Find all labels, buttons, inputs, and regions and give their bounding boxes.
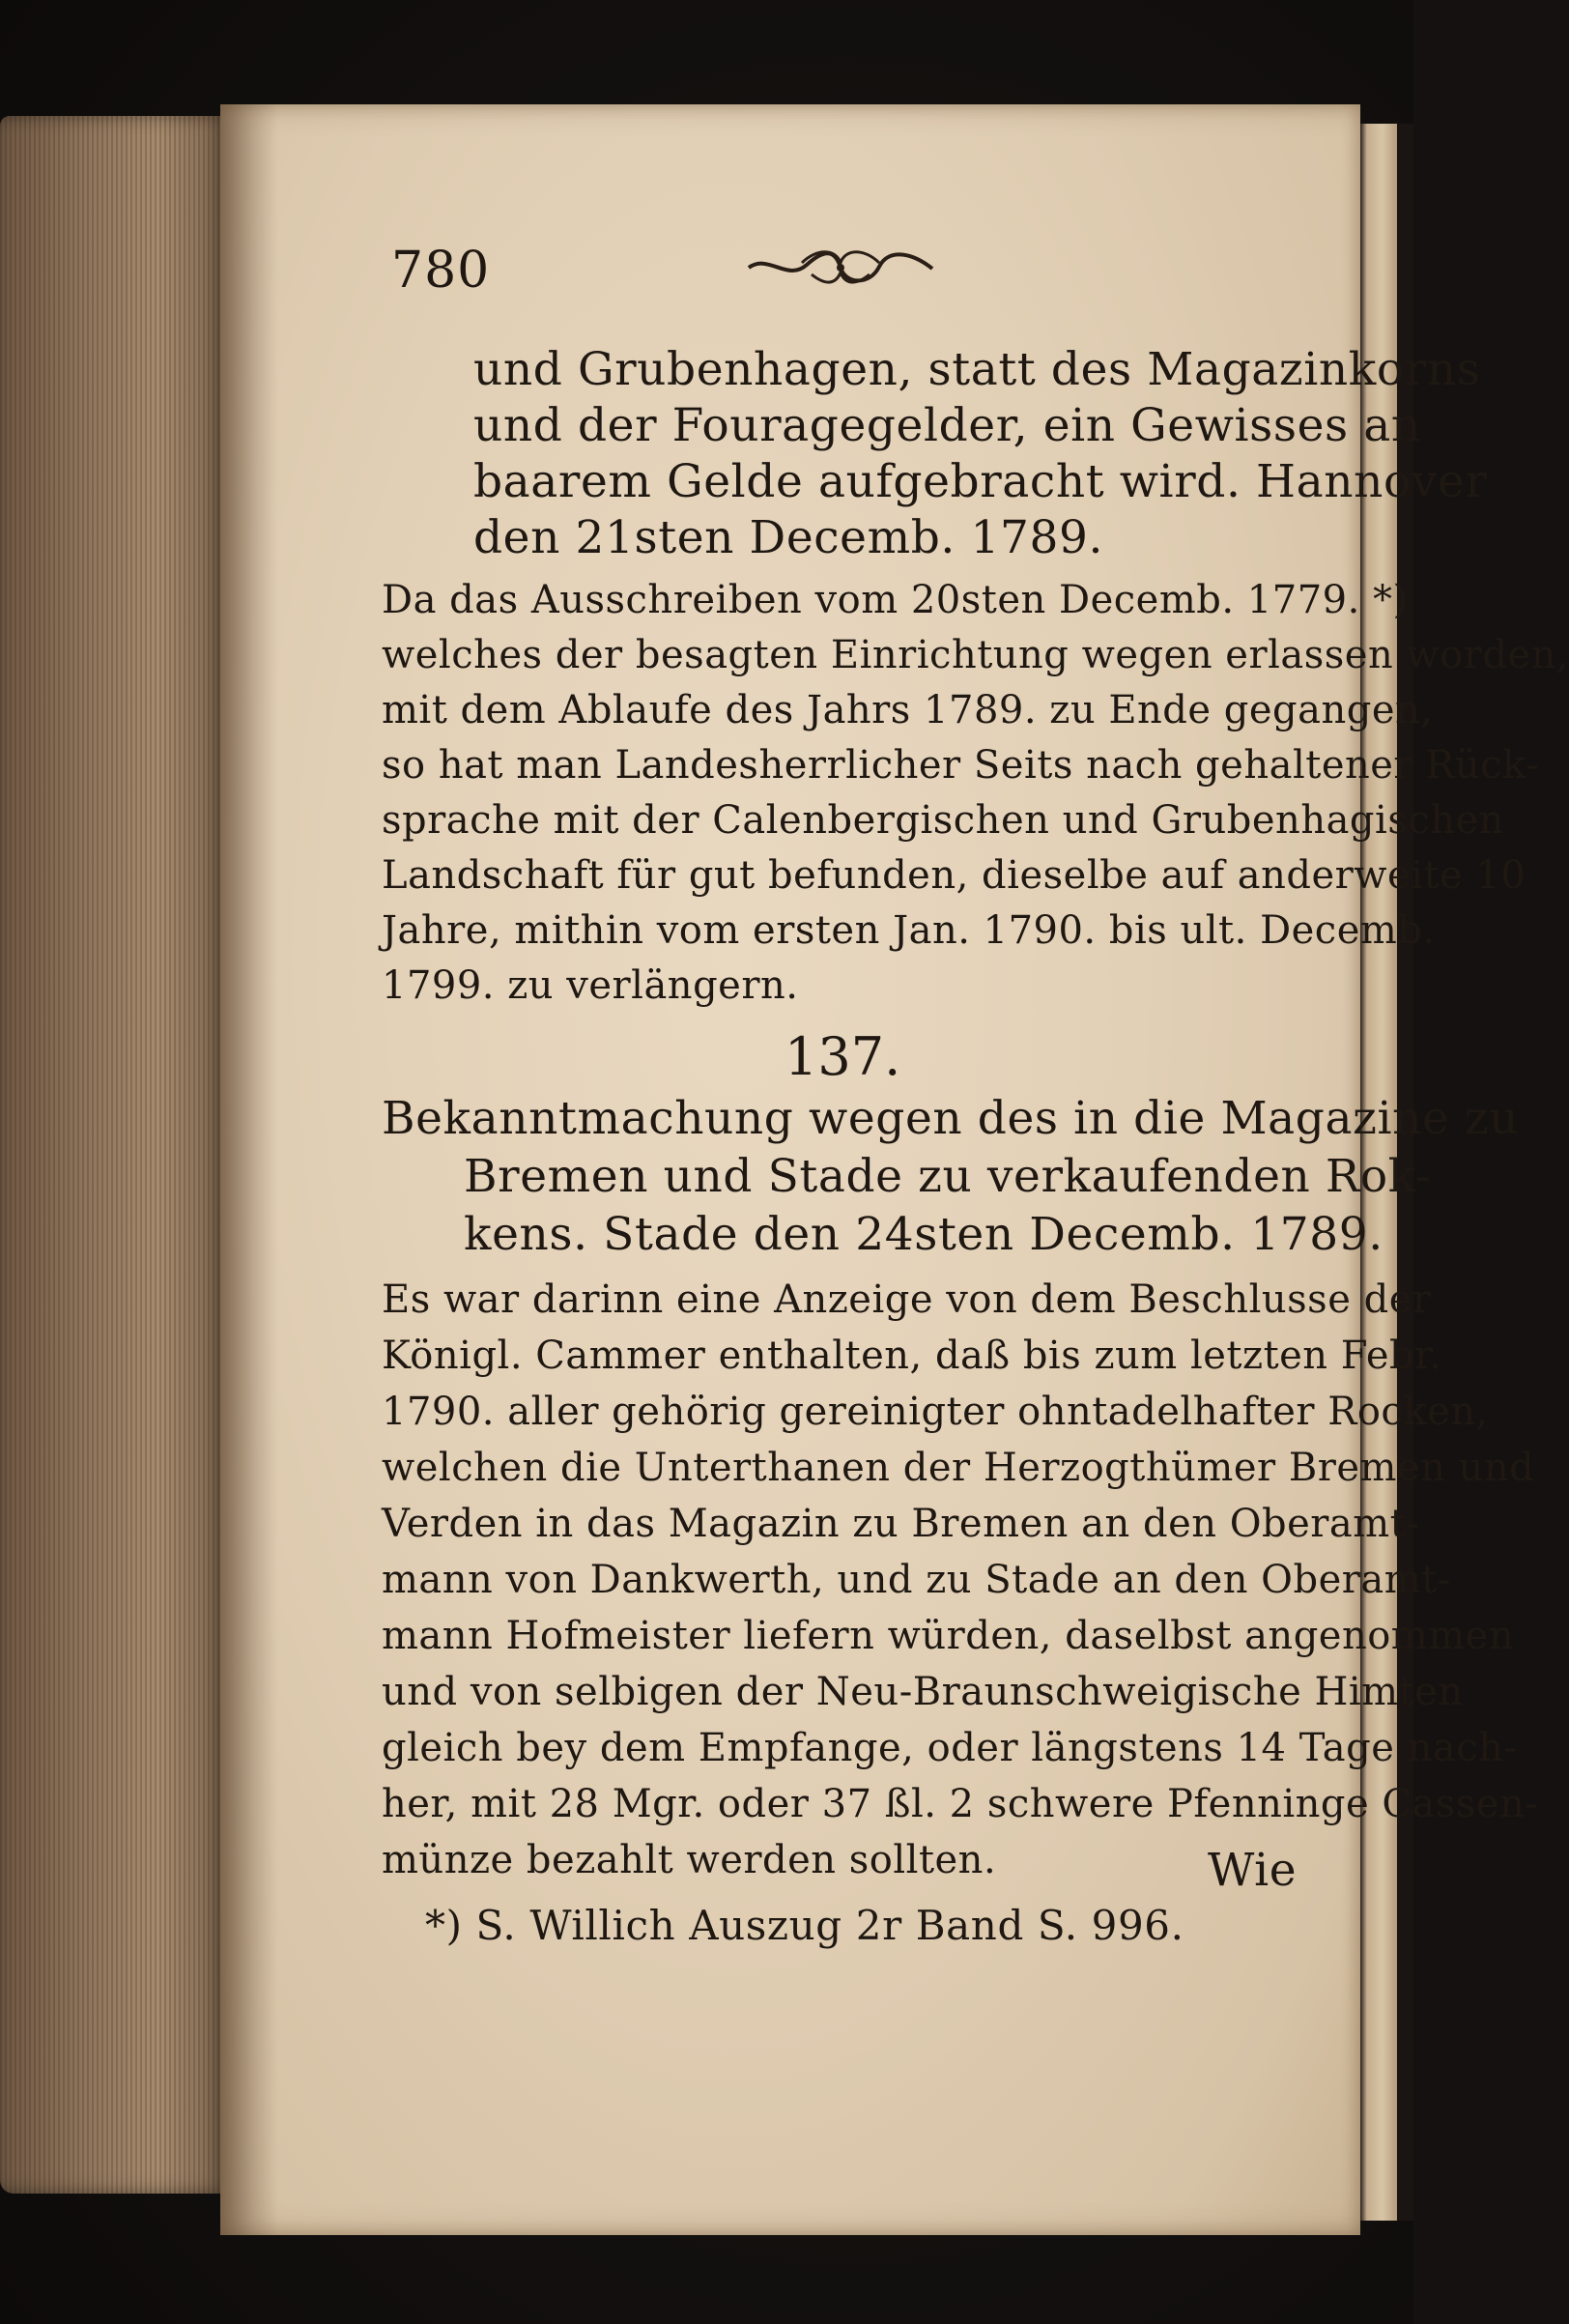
text-line: Es war darinn eine Anzeige von dem Beschlusse der [382, 1277, 1432, 1322]
text-line: Landschaft für gut befunden, dieselbe auf anderweite 10 [382, 853, 1526, 898]
text-line: Jahre, mithin vom ersten Jan. 1790. bis ult. Decemb. [382, 908, 1436, 953]
text-line: mann von Dankwerth, und zu Stade an den Oberamt- [382, 1558, 1451, 1602]
catchword: Wie [1208, 1844, 1298, 1897]
text-line: münze bezahlt werden sollten. [382, 1838, 997, 1882]
page-edges-stack [0, 116, 227, 2194]
text-line: mit dem Ablaufe des Jahrs 1789. zu Ende gegangen, [382, 688, 1434, 732]
ornament-vignette-icon [744, 244, 937, 292]
text-line: und Grubenhagen, statt des Magazinkorns [473, 343, 1481, 396]
text-line: sprache mit der Calenbergischen und Grubenhagischen [382, 798, 1504, 843]
section-title-line: Bremen und Stade zu verkaufenden Rok- [464, 1150, 1432, 1203]
text-line: 1790. aller gehörig gereinigter ohntadelhafter Rocken, [382, 1390, 1489, 1434]
text-line: und der Fouragegelder, ein Gewisses an [473, 399, 1421, 452]
section-title-line: Bekanntmachung wegen des in die Magazine zu [382, 1092, 1520, 1145]
text-line: mann Hofmeister liefern würden, daselbst angenommen [382, 1614, 1515, 1658]
text-line: gleich bey dem Empfange, oder längstens 14 Tage nach- [382, 1726, 1518, 1770]
text-line: Königl. Cammer enthalten, daß bis zum letzten Febr. [382, 1334, 1442, 1378]
footnote: *) S. Willich Auszug 2r Band S. 996. [425, 1902, 1184, 1949]
text-line: her, mit 28 Mgr. oder 37 ßl. 2 schwere Pfenninge Cassen- [382, 1782, 1539, 1826]
text-line: 1799. zu verlängern. [382, 963, 799, 1008]
page-number: 780 [391, 242, 491, 300]
text-line: baarem Gelde aufgebracht wird. Hannover [473, 455, 1488, 508]
text-line: und von selbigen der Neu-Braunschweigische Himten [382, 1670, 1464, 1714]
section-title-line: kens. Stade den 24sten Decemb. 1789. [464, 1208, 1384, 1261]
text-line: Da das Ausschreiben vom 20sten Decemb. 1779. *) [382, 578, 1409, 622]
text-line: den 21sten Decemb. 1789. [473, 511, 1104, 564]
text-line: welches der besagten Einrichtung wegen erlassen worden, [382, 633, 1569, 677]
gutter-shadow [220, 104, 278, 2235]
text-line: Verden in das Magazin zu Bremen an den Oberamt- [382, 1502, 1420, 1546]
text-line: welchen die Unterthanen der Herzogthümer Bremen und [382, 1446, 1535, 1490]
section-number: 137. [784, 1026, 901, 1087]
text-line: so hat man Landesherrlicher Seits nach gehaltener Rück- [382, 743, 1540, 788]
